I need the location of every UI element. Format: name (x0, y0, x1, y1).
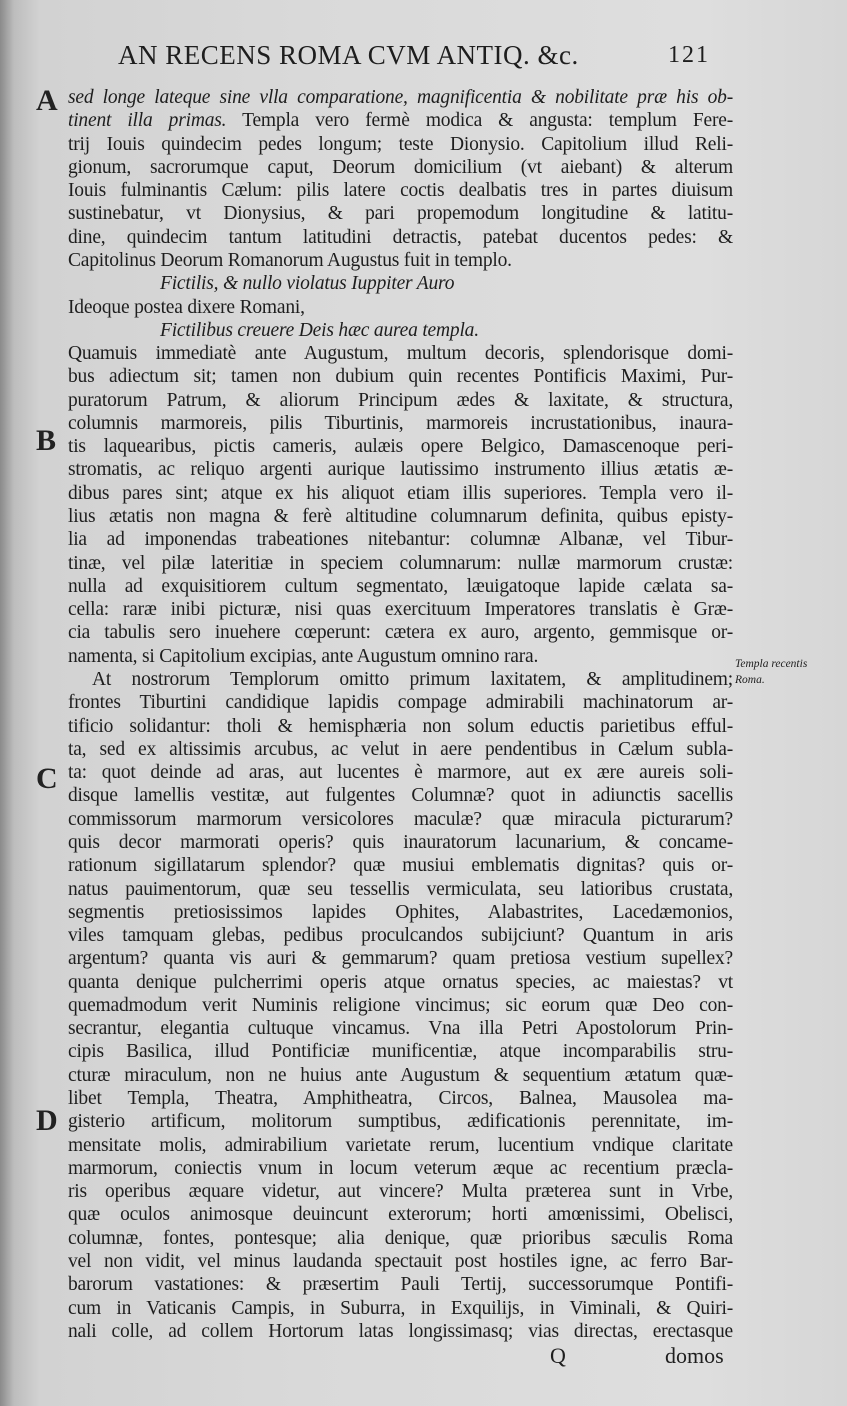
text-line (68, 1017, 733, 1040)
text-line (68, 994, 733, 1017)
text-segment: barorum vastationes: & præsertim Pauli Tertij, successorumque Pontifi- (68, 1274, 733, 1296)
text-line (68, 947, 733, 970)
text-line (68, 505, 733, 528)
text-segment: marmorum, coniectis vnum in locum veterum æque ac recentium præcla- (68, 1157, 733, 1179)
text-segment: gisterio artificum, molitorum sumptibus, ædificationis perennitate, im- (68, 1111, 733, 1133)
text-line (68, 1110, 733, 1133)
text-segment: quemadmodum verit Numinis religione vincimus; sic eorum quæ Deo con- (68, 994, 733, 1016)
text-line (68, 249, 733, 272)
text-line (68, 738, 733, 761)
text-line (68, 458, 733, 481)
text-segment: viles tamquam glebas, pedibus proculcandos subijciunt? Quantum in aris (68, 925, 733, 947)
text-segment: dine, quindecim tantum latitudini detractis, patebat ducentos pedes: & (68, 226, 733, 248)
text-segment: tinent illa primas. (68, 110, 227, 132)
text-segment: disque lamellis vestitæ, aut fulgentes Columnæ? quot in adiunctis sacellis (68, 785, 733, 807)
text-segment: Fictilis, & nullo violatus Iuppiter Auro (160, 273, 455, 295)
text-line (68, 691, 733, 714)
text-line (68, 109, 733, 132)
text-segment: quanta denique pulcherrimi operis atque ornatus species, ac maiestas? vt (68, 971, 733, 993)
text-segment: trij Iouis quindecim pedes longum; teste Dionysio. Capitolium illud Reli- (68, 133, 733, 155)
text-segment: nulla ad exquisitiorem cultum segmentato, læuigatoque lapide cælata sa- (68, 575, 733, 597)
text-line (68, 668, 733, 691)
text-line (68, 1297, 733, 1320)
text-segment: commissorum marmorum versicolores maculæ? quæ miracula picturarum? (68, 808, 733, 830)
text-segment: cum in Vaticanis Campis, in Suburra, in Exquilijs, in Viminali, & Quiri- (68, 1297, 733, 1319)
text-segment: natus pauimentorum, quæ seu tessellis vermiculata, seu latioribus crustata, (68, 878, 733, 900)
text-line (68, 342, 733, 365)
text-segment: columnæ, fontes, pontesque; alia denique, quæ prioribus sæculis Roma (68, 1227, 733, 1249)
text-segment: tis laquearibus, pictis cameris, aulæis opere Belgico, Damascenoque peri- (68, 436, 733, 458)
text-line (68, 389, 733, 412)
text-line (68, 1134, 733, 1157)
margin-note-line: Templa recentis (735, 658, 808, 670)
text-line (68, 621, 733, 644)
text-segment: argentum? quanta vis auri & gemmarum? quam pretiosa vestium supellex? (68, 948, 733, 970)
text-line (68, 971, 733, 994)
text-line (68, 645, 733, 668)
text-line (68, 552, 733, 575)
text-segment: Ideoque postea dixere Romani, (68, 296, 305, 318)
text-segment: Capitolinus Deorum Romanorum Augustus fuit in templo. (68, 249, 512, 271)
text-line (68, 1064, 733, 1087)
text-line (68, 878, 733, 901)
text-segment: cturæ miraculum, non ne huius ante Augustum & sequentium ætatum quæ- (68, 1064, 733, 1086)
text-line (68, 854, 733, 877)
margin-note (735, 656, 807, 688)
text-line (68, 808, 733, 831)
margin-letter-d: D (36, 1104, 58, 1137)
text-line (68, 1180, 733, 1203)
text-line (68, 901, 733, 924)
text-line (68, 1087, 733, 1110)
text-segment: tinæ, vel pilæ lateritiæ in speciem columnarum: nullæ marmorum crustæ: (68, 552, 733, 574)
text-segment: mensitate molis, admirabilium varietate rerum, lucentium vndique claritate (68, 1134, 733, 1156)
text-segment: cipis Basilica, illud Pontificiæ munificentiæ, atque incomparabilis stru- (68, 1041, 733, 1063)
text-segment: vel non vidit, vel minus laudanda spectauit post hostiles igne, ac ferro Bar- (68, 1251, 733, 1272)
text-line (68, 715, 733, 738)
text-line (68, 226, 733, 249)
text-segment: Fictilibus creuere Deis hæc aurea templa. (160, 319, 479, 341)
text-segment: libet Templa, Theatra, Amphitheatra, Circos, Balnea, Mausolea ma- (68, 1088, 733, 1110)
text-segment: nali colle, ad collem Hortorum latas longissimasq; vias directas, erectasque (68, 1320, 733, 1342)
text-line (68, 202, 733, 225)
margin-note-line: Roma. (735, 674, 765, 686)
text-segment: tificio solidantur: tholi & hemisphæria non solum eductis parietibus efful- (68, 715, 733, 737)
signature-mark: Q (550, 1343, 566, 1368)
text-segment: ris operibus æquare videtur, aut vincere? Multa præterea sunt in Vrbe, (68, 1181, 733, 1203)
text-segment: secrantur, elegantia cultuque vincamus. Vna illa Petri Apostolorum Prin- (68, 1018, 733, 1040)
text-line (68, 924, 733, 947)
text-line (68, 133, 733, 156)
text-line (68, 86, 733, 109)
text-segment: Quamuis immediatè ante Augustum, multum decoris, splendorisque domi- (68, 343, 733, 365)
running-title: AN RECENS ROMA CVM ANTIQ. &c. (118, 40, 579, 70)
catchword: domos (665, 1343, 724, 1368)
text-segment: sustinebatur, vt Dionysius, & pari propemodum longitudine & latitu- (68, 203, 733, 225)
text-segment: ta, sed ex altissimis arcubus, ac velut in aere pendentibus in Cælum subla- (68, 738, 733, 760)
text-line (68, 296, 733, 319)
text-line (68, 1040, 733, 1063)
text-line (68, 156, 733, 179)
text-segment: lius ætatis non magna & ferè altitudine columnarum definita, quibus episty- (68, 506, 733, 528)
text-segment: namenta, si Capitolium excipias, ante Augustum omnino rara. (68, 645, 539, 667)
text-segment: bus adiectum sit; tamen non dubium quin recentes Pontificis Maximi, Pur- (68, 366, 733, 388)
text-segment: At nostrorum Templorum omitto primum laxitatem, & amplitudinem; (92, 669, 733, 690)
text-segment: dibus pares sint; atque ex his aliquot etiam illis superiores. Templa vero il- (68, 482, 733, 504)
margin-letter-a: A (36, 84, 58, 117)
text-line (68, 179, 733, 202)
text-line (68, 1250, 733, 1273)
text-segment: frontes Tiburtini candidique lapidis compage admirabili machinatorum ar- (68, 692, 733, 714)
text-segment: cia tabulis sero inuehere cœperunt: cætera ex auro, argento, gemmisque or- (68, 622, 733, 644)
text-line (68, 598, 733, 621)
text-line (68, 365, 733, 388)
text-line (68, 1203, 733, 1226)
text-segment: ta: quot deinde ad aras, aut lucentes è marmore, aut ex ære aureis soli- (68, 762, 733, 784)
text-line (68, 784, 733, 807)
text-segment: gionum, sacrorumque caput, Deorum domicilium (vt aiebant) & alterum (68, 156, 733, 178)
page-number: 121 (668, 42, 710, 68)
text-line (68, 1157, 733, 1180)
text-segment: cella: raræ inibi picturæ, nisi quas exercituum Imperatores translatis è Græ- (68, 599, 733, 621)
text-segment: columnis marmoreis, pilis Tiburtinis, marmoreis incrustationibus, inaura- (68, 412, 733, 434)
text-segment: segmentis pretiosissimos lapides Ophites, Alabastrites, Lacedæmonios, (68, 901, 733, 923)
margin-letter-b: B (36, 424, 57, 457)
text-line (68, 435, 733, 458)
text-line (68, 412, 733, 435)
text-segment: Templa vero fermè modica & angusta: templum Fere- (226, 110, 733, 132)
text-segment: stromatis, ac reliquo argenti aurique lautissimo instrumento illius ætatis æ- (68, 459, 733, 481)
text-segment: sed longe lateque sine vlla comparatione, magnificentia & nobilitate præ his ob- (68, 87, 733, 108)
text-segment: quæ oculos animosque deuincunt exterorum; horti amœnissimi, Obelisci, (68, 1204, 733, 1226)
text-segment: Iouis fulminantis Cælum: pilis latere coctis dealbatis tres in partes diuisum (68, 180, 733, 202)
text-line (68, 831, 733, 854)
text-line (68, 1273, 733, 1296)
verse-line (160, 272, 454, 295)
text-segment: lia ad imponendas trabeationes nitebantur: columnæ Albanæ, vel Tibur- (68, 529, 733, 551)
text-line (68, 761, 733, 784)
margin-letter-c: C (36, 762, 58, 795)
text-line (68, 1227, 733, 1250)
verse-line (160, 319, 479, 342)
text-line (68, 482, 733, 505)
text-segment: quis decor marmorati operis? quis inauratorum lacunarium, & concame- (68, 831, 733, 853)
text-line (68, 528, 733, 551)
text-line (68, 1320, 733, 1343)
text-segment: rationum sigillatarum splendor? quæ musiui emblematis dignitas? quis or- (68, 855, 733, 877)
text-segment: puratorum Patrum, & aliorum Principum ædes & laxitate, & structura, (68, 389, 733, 411)
text-line (68, 575, 733, 598)
